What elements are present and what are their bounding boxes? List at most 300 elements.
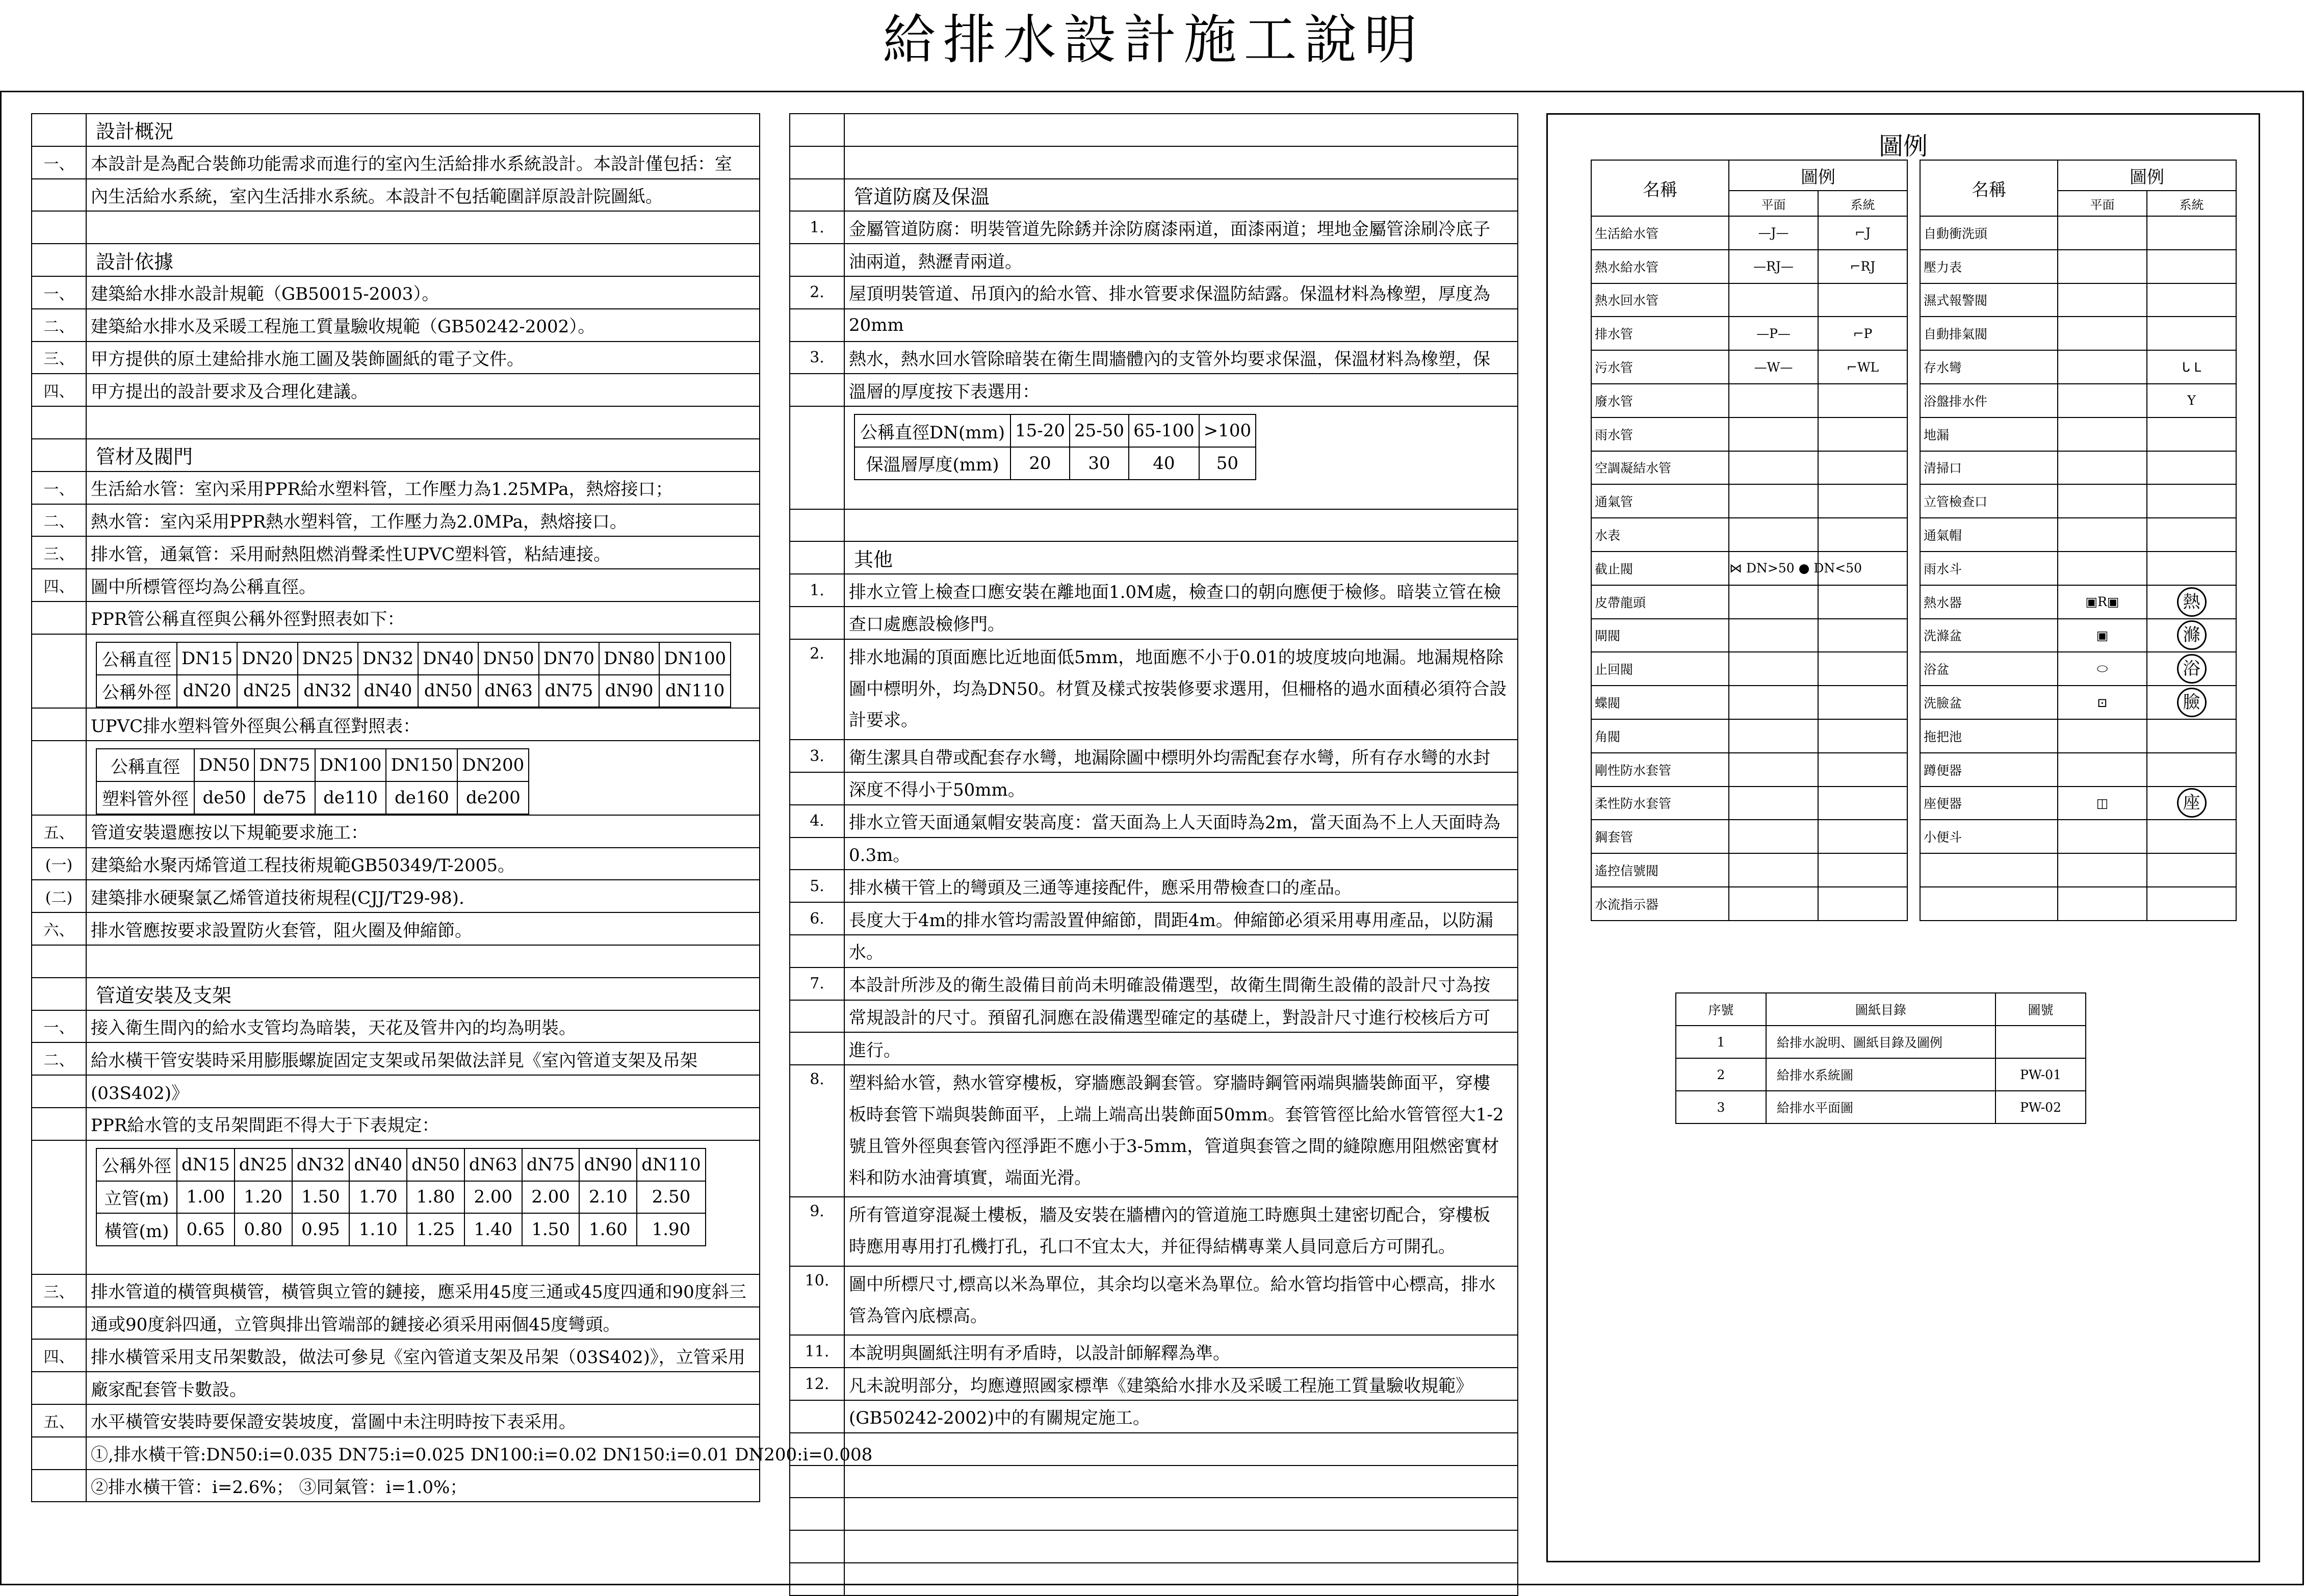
table-cell: 1.20 [235, 1181, 292, 1214]
table-cell: 1.80 [407, 1181, 464, 1214]
note-row [32, 978, 760, 1010]
legend-row [1591, 283, 1907, 317]
note-row [32, 1372, 760, 1404]
legend-system-symbol [2147, 820, 2236, 853]
legend-item-name: 角閥 [1591, 719, 1729, 753]
table-cell: 30 [1070, 447, 1129, 480]
note-number [790, 309, 844, 342]
note-row [32, 848, 760, 880]
legend-item-name: 通氣帽 [1920, 518, 2058, 552]
legend-item-name: 熱水器 [1920, 585, 2058, 619]
note-text: 熱水，熱水回水管除暗裝在衛生間牆體內的支管外均要求保溫，保溫材料為橡塑，保 [844, 342, 1518, 374]
note-number [32, 1470, 86, 1502]
legend-item-name [1920, 887, 2058, 921]
legend-plan-symbol [1729, 820, 1818, 853]
legend-system-symbol [2147, 619, 2236, 652]
note-text [86, 634, 760, 709]
table-cell: 1.10 [349, 1213, 407, 1246]
note-text [844, 1530, 1518, 1563]
legend-row [1591, 451, 1907, 485]
note-number: 11. [790, 1335, 844, 1368]
note-text [844, 509, 1518, 542]
legend-plan-symbol [2058, 719, 2147, 753]
legend-item-name: 浴盆 [1920, 652, 2058, 686]
note-text: 本設計是為配合裝飾功能需求而進行的室內生活給排水系統設計。本設計僅包括：室 [86, 146, 760, 179]
note-text [844, 1266, 1518, 1336]
note-text: 溫層的厚度按下表選用： [844, 374, 1518, 406]
fixture-circle-icon: 臉 [2177, 688, 2207, 717]
legend-row [1591, 753, 1907, 787]
note-text [844, 406, 1518, 509]
legend-item-name: 清掃口 [1920, 451, 2058, 485]
table-row [854, 447, 1256, 480]
legend-system-symbol [2147, 317, 2236, 350]
legend-item-name: 拖把池 [1920, 719, 2058, 753]
note-row [790, 179, 1518, 212]
note-number [790, 244, 844, 276]
note-row [32, 1470, 760, 1502]
note-row [32, 374, 760, 406]
legend-row [1920, 451, 2236, 485]
legend-plan-symbol [2058, 283, 2147, 317]
note-row [790, 1498, 1518, 1530]
directory-cell: 給排水平面圖 [1766, 1091, 1995, 1123]
note-row [32, 1404, 760, 1437]
table-cell: DN75 [254, 749, 315, 781]
note-text [86, 945, 760, 978]
legend-plan-symbol [2058, 451, 2147, 485]
table-row [96, 642, 731, 675]
note-row [32, 472, 760, 504]
legend-plan-symbol [1729, 787, 1818, 820]
legend-system-symbol [1818, 686, 1907, 719]
note-text: 排水立管天面通氣帽安裝高度：當天面為上人天面時為2m，當天面為不上人天面時為 [844, 805, 1518, 838]
note-row [790, 406, 1518, 509]
note-row [790, 1032, 1518, 1065]
note-text [86, 1140, 760, 1274]
table-cell: 65-100 [1129, 414, 1199, 447]
spec-table-t1 [96, 642, 731, 708]
legend-system-symbol [2147, 518, 2236, 552]
legend-system-symbol [2147, 484, 2236, 518]
legend-item-name: 立管檢查口 [1920, 484, 2058, 518]
legend-row [1920, 518, 2236, 552]
legend-plan-symbol: —W— [1729, 350, 1818, 384]
legend-row [1920, 887, 2236, 921]
legend-header-system: 系統 [2147, 191, 2236, 216]
note-number [790, 838, 844, 870]
note-text: 建築給水聚丙烯管道工程技術規範GB50349/T-2005。 [86, 848, 760, 880]
note-text: 衛生潔具自帶或配套存水彎，地漏除圖中標明外均需配套存水彎，所有存水彎的水封 [844, 740, 1518, 772]
note-number [790, 1466, 844, 1498]
note-number [32, 1108, 86, 1140]
note-row [790, 509, 1518, 542]
note-number: 4. [790, 805, 844, 838]
legend-plan-symbol [2058, 820, 2147, 853]
legend-row [1920, 216, 2236, 250]
note-number [790, 114, 844, 146]
design-notes-column-1 [31, 113, 873, 1502]
note-text: ①,排水橫干管:DN50:i=0.035 DN75:i=0.025 DN100:i=0.02 DN150:i=0.01 DN200:i=0.008 [86, 1437, 760, 1470]
note-number: 四、 [32, 569, 86, 601]
directory-cell: 給排水系統圖 [1766, 1058, 1995, 1091]
directory-header-row [1676, 993, 2086, 1026]
note-row [790, 574, 1518, 607]
note-number [790, 1530, 844, 1563]
note-number: 2. [790, 639, 844, 740]
table-cell: 40 [1129, 447, 1199, 480]
note-row [32, 945, 760, 978]
note-number: 三、 [32, 536, 86, 569]
table-cell: DN50 [194, 749, 254, 781]
legend-item-name: 水流指示器 [1591, 887, 1729, 921]
legend-system-symbol: ⌐WL [1818, 350, 1907, 384]
legend-plan-symbol [2058, 552, 2147, 585]
note-text: 設計概況 [86, 114, 760, 146]
legend-item-name: 地漏 [1920, 417, 2058, 451]
note-row [790, 1266, 1518, 1336]
legend-row [1591, 484, 1907, 518]
note-row [32, 912, 760, 945]
legend-item-name: 座便器 [1920, 787, 2058, 820]
note-text [844, 1498, 1518, 1530]
table-cell: dN63 [464, 1148, 522, 1181]
note-text: 甲方提供的原土建給排水施工圖及裝飾圖紙的電子文件。 [86, 342, 760, 374]
directory-cell: 1 [1676, 1026, 1766, 1058]
legend-table-left [1591, 160, 1908, 921]
table-cell: >100 [1199, 414, 1256, 447]
table-row [96, 675, 731, 708]
legend-system-symbol [1818, 585, 1907, 619]
note-text: 排水管，通氣管：采用耐熱阻燃消聲柔性UPVC塑料管，粘結連接。 [86, 536, 760, 569]
table-row [854, 414, 1256, 447]
legend-system-symbol [1818, 820, 1907, 853]
table-cell: dN40 [358, 675, 418, 708]
note-text: 屋頂明裝管道、吊頂內的給水管、排水管要求保溫防結露。保溫材料為橡塑，厚度為 [844, 276, 1518, 309]
note-text: 水平橫管安裝時要保證安裝坡度，當圖中未注明時按下表采用。 [86, 1404, 760, 1437]
note-row [32, 634, 760, 709]
note-row [790, 902, 1518, 935]
legend-plan-symbol [2058, 887, 2147, 921]
legend-system-symbol [2147, 283, 2236, 317]
legend-row [1591, 619, 1907, 652]
note-row [32, 1307, 760, 1340]
legend-row [1591, 787, 1907, 820]
page-title: 給排水設計施工說明 [883, 9, 1424, 71]
legend-system-symbol [1818, 719, 1907, 753]
legend-plan-symbol: —J— [1729, 216, 1818, 250]
note-text [86, 741, 760, 815]
legend-item-name: 壓力表 [1920, 250, 2058, 283]
legend-item-name: 空調凝結水管 [1591, 451, 1729, 485]
legend-header-name: 名稱 [1920, 160, 2058, 216]
table-row [96, 1181, 706, 1214]
note-text: 排水橫管采用支吊架數設，做法可參見《室內管道支架及吊架（03S402)》，立管采用 [86, 1339, 760, 1372]
note-row [790, 1197, 1518, 1266]
legend-plan-symbol [1729, 451, 1818, 485]
legend-system-symbol [1818, 283, 1907, 317]
note-row [32, 1339, 760, 1372]
legend-row [1591, 518, 1907, 552]
note-row [790, 607, 1518, 639]
note-text-line: 圖中所標尺寸,標高以米為單位，其余均以毫米為單位。給水管均指管中心標高，排水 [849, 1274, 1496, 1295]
table-cell: DN32 [358, 642, 418, 675]
note-text [844, 639, 1518, 740]
note-number [32, 179, 86, 212]
table-cell: 2.00 [522, 1181, 580, 1214]
table-cell: de110 [315, 781, 386, 814]
note-number [790, 772, 844, 805]
legend-plan-symbol [1729, 585, 1818, 619]
note-text: 管材及閥門 [86, 439, 760, 472]
note-number [790, 1000, 844, 1033]
note-number: 二、 [32, 309, 86, 342]
table-cell: 2.10 [579, 1181, 637, 1214]
note-number [790, 1400, 844, 1433]
note-number [790, 1563, 844, 1595]
legend-item-name: 自動衝洗頭 [1920, 216, 2058, 250]
table-cell: DN100 [315, 749, 386, 781]
legend-item-name: 生活給水管 [1591, 216, 1729, 250]
note-number [32, 1140, 86, 1274]
note-row [790, 309, 1518, 342]
note-number: 二、 [32, 1042, 86, 1075]
legend-plan-symbol: ⬭ [2058, 652, 2147, 686]
note-text: 排水管應按要求設置防火套管，阻火圈及伸縮節。 [86, 912, 760, 945]
note-row [790, 1065, 1518, 1197]
table-cell: 立管(m) [96, 1181, 177, 1214]
directory-header-cell: 圖號 [1995, 993, 2086, 1026]
note-number [790, 1433, 844, 1466]
legend-system-symbol [2147, 652, 2236, 686]
note-number: 3. [790, 342, 844, 374]
legend-plan-symbol [2058, 417, 2147, 451]
note-row [32, 504, 760, 537]
note-text-line: 料和防水油膏填實，端面光滑。 [849, 1167, 1092, 1188]
note-number [32, 114, 86, 146]
note-number [32, 1075, 86, 1108]
legend-system-symbol [2147, 787, 2236, 820]
note-number: 四、 [32, 374, 86, 406]
legend-item-name: 剛性防水套管 [1591, 753, 1729, 787]
note-text: 管道安裝還應按以下規範要求施工： [86, 815, 760, 848]
note-text: 本說明與圖紙注明有矛盾時，以設計師解釋為準。 [844, 1335, 1518, 1368]
fixture-circle-icon: 座 [2177, 788, 2207, 818]
note-number [32, 1307, 86, 1340]
table-cell: 25-50 [1070, 414, 1129, 447]
note-number: 7. [790, 967, 844, 1000]
note-text: 本設計所涉及的衛生設備目前尚未明確設備選型，故衛生間衛生設備的設計尺寸為按 [844, 967, 1518, 1000]
legend-row [1920, 619, 2236, 652]
note-number [32, 634, 86, 709]
directory-header-cell: 序號 [1676, 993, 1766, 1026]
table-row [96, 781, 529, 814]
note-row [32, 342, 760, 374]
note-row [790, 342, 1518, 374]
legend-plan-symbol [1729, 283, 1818, 317]
table-cell: dN40 [349, 1148, 407, 1181]
note-text: 其他 [844, 541, 1518, 574]
legend-row [1920, 350, 2236, 384]
legend-row [1591, 417, 1907, 451]
note-number [790, 406, 844, 509]
note-text: 排水立管上檢查口應安裝在離地面1.0M處，檢查口的朝向應便于檢修。暗裝立管在檢 [844, 574, 1518, 607]
legend-item-name: 鋼套管 [1591, 820, 1729, 853]
note-text [844, 146, 1518, 179]
note-text: 排水管道的橫管與橫管，橫管與立管的鏈接，應采用45度三通或45度四通和90度斜三 [86, 1274, 760, 1307]
note-text: 0.3m。 [844, 838, 1518, 870]
legend-plan-symbol [1729, 619, 1818, 652]
legend-system-symbol [1818, 753, 1907, 787]
table-cell: dN75 [539, 675, 599, 708]
legend-system-symbol [2147, 216, 2236, 250]
legend-system-symbol [2147, 887, 2236, 921]
note-text: 管道防腐及保溫 [844, 179, 1518, 212]
note-number: 一、 [32, 1010, 86, 1043]
note-text-line: 管為管內底標高。 [849, 1305, 988, 1326]
note-row [790, 1000, 1518, 1033]
directory-cell: PW-01 [1995, 1058, 2086, 1091]
note-number: 10. [790, 1266, 844, 1336]
note-number [790, 541, 844, 574]
note-row [32, 309, 760, 342]
note-row [790, 935, 1518, 967]
note-row [790, 1466, 1518, 1498]
table-cell: dN50 [418, 675, 478, 708]
table-cell: DN150 [386, 749, 457, 781]
note-number [32, 211, 86, 244]
legend-system-symbol [1818, 787, 1907, 820]
table-cell: dN90 [599, 675, 659, 708]
legend-plan-symbol: ▣R▣ [2058, 585, 2147, 619]
legend-plan-symbol [1729, 384, 1818, 417]
note-row [32, 708, 760, 741]
legend-system-symbol: ᒐ ᒪ [2147, 350, 2236, 384]
note-text-line: 排水地漏的頂面應比近地面低5mm，地面應不小于0.01的坡度坡向地漏。地漏規格除 [849, 647, 1504, 668]
legend-item-name: 洗臉盆 [1920, 686, 2058, 719]
note-text: 管道安裝及支架 [86, 978, 760, 1010]
legend-row [1591, 686, 1907, 719]
legend-system-symbol [2147, 853, 2236, 887]
table-row [96, 1213, 706, 1246]
legend-table-right [1920, 160, 2237, 921]
table-cell: dN90 [579, 1148, 637, 1181]
note-row [790, 838, 1518, 870]
note-text: 給水橫干管安裝時采用膨脹螺旋固定支架或吊架做法詳見《室內管道支架及吊架 [86, 1042, 760, 1075]
legend-item-name: 閘閥 [1591, 619, 1729, 652]
note-row [790, 1368, 1518, 1400]
note-text: PPR給水管的支吊架間距不得大于下表規定： [86, 1108, 760, 1140]
table-cell: 公稱直徑 [96, 642, 177, 675]
table-cell: dN50 [407, 1148, 464, 1181]
table-cell: 公稱直徑DN(mm) [854, 414, 1010, 447]
legend-system-symbol [2147, 585, 2236, 619]
legend-item-name: 熱水給水管 [1591, 250, 1729, 283]
note-row [790, 1433, 1518, 1466]
legend-row [1591, 350, 1907, 384]
legend-item-name: 雨水斗 [1920, 552, 2058, 585]
note-text: 排水橫干管上的彎頭及三通等連接配件，應采用帶檢查口的產品。 [844, 870, 1518, 902]
table-cell: 1.25 [407, 1213, 464, 1246]
legend-plan-symbol [1729, 518, 1818, 552]
note-text: 熱水管：室內采用PPR熱水塑料管，工作壓力為2.0MPa，熱熔接口。 [86, 504, 760, 537]
legend-header-plan: 平面 [2058, 191, 2147, 216]
legend-plan-symbol [1729, 853, 1818, 887]
note-text: (03S402)》 [86, 1075, 760, 1108]
note-text: 通或90度斜四通，立管與排出管端部的鏈接必須采用兩個45度彎頭。 [86, 1307, 760, 1340]
legend-row [1591, 887, 1907, 921]
note-text: 常規設計的尺寸。預留孔洞應在設備選型確定的基礎上，對設計尺寸進行校核后方可 [844, 1000, 1518, 1033]
note-row [32, 439, 760, 472]
note-row [790, 541, 1518, 574]
legend-row [1591, 216, 1907, 250]
note-row [32, 146, 760, 179]
legend-item-name [1920, 853, 2058, 887]
note-text [86, 211, 760, 244]
note-text [844, 1466, 1518, 1498]
legend-system-symbol [1818, 518, 1907, 552]
legend-plan-symbol [2058, 484, 2147, 518]
note-number [32, 244, 86, 276]
note-text: 建築給水排水及采暖工程施工質量驗收規範（GB50242-2002）。 [86, 309, 760, 342]
table-cell: 0.80 [235, 1213, 292, 1246]
note-number [32, 406, 86, 439]
fixture-circle-icon: 浴 [2177, 654, 2207, 684]
note-number: 2. [790, 276, 844, 309]
note-row [790, 639, 1518, 740]
note-row [790, 276, 1518, 309]
note-row [790, 114, 1518, 146]
note-text: 廠家配套管卡數設。 [86, 1372, 760, 1404]
note-row [790, 740, 1518, 772]
legend-header-row [1591, 160, 1907, 191]
note-text: 建築給水排水設計規範（GB50015-2003）。 [86, 276, 760, 309]
note-number [790, 1498, 844, 1530]
note-number: 8. [790, 1065, 844, 1197]
design-notes-column-2 [789, 113, 1518, 1596]
note-row [790, 211, 1518, 244]
table-cell: 橫管(m) [96, 1213, 177, 1246]
legend-item-name: 蹲便器 [1920, 753, 2058, 787]
table-cell: dN32 [298, 675, 358, 708]
table-cell: 0.65 [177, 1213, 235, 1246]
note-number: 12. [790, 1368, 844, 1400]
legend-row [1920, 686, 2236, 719]
legend-row [1920, 853, 2236, 887]
note-text [844, 1065, 1518, 1197]
note-text [844, 1563, 1518, 1595]
legend-system-symbol [1818, 652, 1907, 686]
legend-plan-symbol [2058, 250, 2147, 283]
legend-plan-symbol: ⊡ [2058, 686, 2147, 719]
legend-row [1920, 417, 2236, 451]
note-number [790, 179, 844, 212]
fixture-circle-icon: 熱 [2177, 587, 2207, 617]
note-text-line: 塑料給水管，熱水管穿樓板，穿牆應設鋼套管。穿牆時鋼管兩端與牆裝飾面平，穿樓 [849, 1073, 1490, 1094]
table-cell: de75 [254, 781, 315, 814]
legend-row [1920, 753, 2236, 787]
directory-cell: 給排水說明、圖紙目錄及圖例 [1766, 1026, 1995, 1058]
table-cell: de200 [457, 781, 529, 814]
table-cell: DN100 [659, 642, 731, 675]
table-cell: 1.90 [637, 1213, 705, 1246]
note-text: 20mm [844, 309, 1518, 342]
note-text-line: 所有管道穿混凝土樓板，牆及安裝在牆槽內的管道施工時應與土建密切配合，穿樓板 [849, 1205, 1490, 1226]
note-row [790, 870, 1518, 902]
legend-item-name: 熱水回水管 [1591, 283, 1729, 317]
note-row [32, 1075, 760, 1108]
spec-table-t4 [854, 414, 1256, 480]
